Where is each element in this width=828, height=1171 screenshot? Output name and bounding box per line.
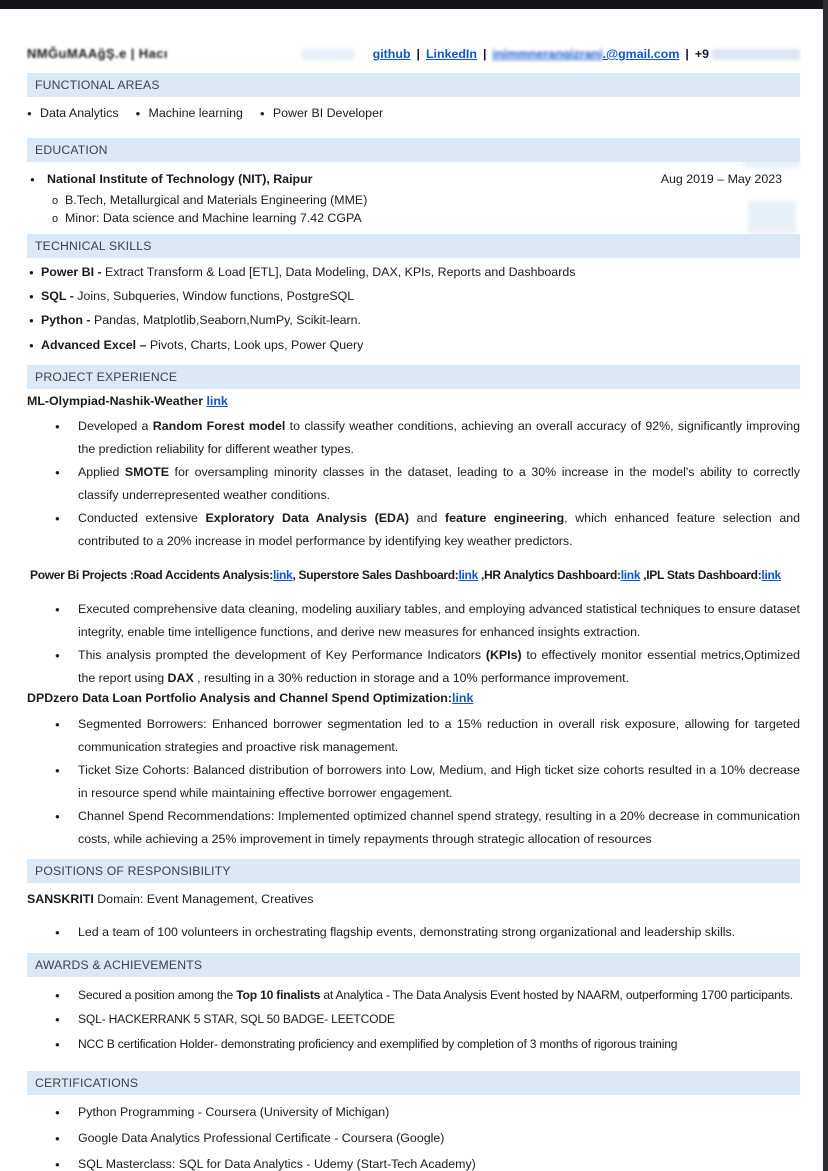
- bullet-text: [41, 309, 800, 333]
- text-segment: Led a team of 100 volunteers in orchestrating flagship events, demonstrating strong organizational and leadership skills.: [78, 924, 736, 939]
- bullet-dot: [55, 415, 78, 461]
- bullet-text: [78, 1033, 800, 1058]
- bullet-text: [149, 105, 243, 123]
- bullet-dot: [55, 1100, 78, 1126]
- text-segment: Minor: Data science and Machine learning 7.42 CGPA: [65, 210, 362, 225]
- bullet-item: [55, 921, 800, 945]
- text-segment: Power BI -: [41, 265, 106, 279]
- text-segment: , Superstore Sales Dashboard:: [292, 567, 459, 582]
- bullet-text: [78, 644, 800, 690]
- inline-link[interactable]: link: [452, 690, 474, 705]
- phone-prefix: +9: [694, 47, 709, 61]
- text-segment: SQL Masterclass: SQL for Data Analytics - Udemy (Start-Tech Academy): [78, 1157, 476, 1171]
- bullet-dot: [52, 210, 65, 228]
- bullet-item: [55, 1152, 800, 1171]
- bullet-item: [55, 1100, 800, 1126]
- text-segment: to classify weather conditions, achieving an overall accuracy of 92%, significantly improving the prediction reliability for different weather types.: [78, 418, 800, 456]
- phone: [695, 47, 800, 61]
- project-powerbi-heading: [27, 566, 800, 584]
- bullet-dot: [29, 261, 41, 285]
- section-title-certifications: CERTIFICATIONS: [27, 1071, 800, 1095]
- bullet-dot: [55, 984, 78, 1009]
- bullet-item: [29, 261, 800, 285]
- text-segment: Channel Spend Recommendations: Implemented optimized channel spend strategy, resulting in a 20% decrease in communication costs, while achieving a 25% improvement in timely repayments through strategic allocation of resources: [78, 808, 800, 846]
- text-segment: NCC B certification Holder- demonstrating proficiency and exemplified by completion of 3 months of rigorous training: [78, 1036, 678, 1051]
- bullet-text: [78, 984, 800, 1009]
- bullet-text: [78, 1100, 800, 1126]
- awards-bullets: [27, 984, 800, 1058]
- project-ml-heading: [27, 393, 800, 410]
- bullet-text: [41, 261, 800, 285]
- bullet-dot: [29, 309, 41, 333]
- text-segment: Applied: [78, 464, 125, 479]
- section-title-functional-areas: FUNCTIONAL AREAS: [27, 73, 800, 97]
- bullet-text: [40, 105, 119, 123]
- project-powerbi-bullets: [27, 598, 800, 690]
- text-segment: Executed comprehensive data cleaning, modeling auxiliary tables, and employing advanced statistical techniques to ensure dataset integrity, enable time intelligence functions, and derive new measures for enhanced insights extraction.: [78, 601, 800, 639]
- section-title-awards: AWARDS & ACHIEVEMENTS: [27, 953, 800, 977]
- bullet-item: [52, 192, 800, 210]
- bullet-text: [78, 713, 800, 759]
- bullet-dot: [260, 105, 273, 123]
- bullet-dot: [55, 1126, 78, 1152]
- text-segment: Advanced Excel –: [41, 337, 150, 352]
- bullet-text: [78, 598, 800, 644]
- bullet-item: [55, 507, 800, 553]
- text-segment: feature engineering: [444, 510, 565, 525]
- positions-bullets: [27, 921, 800, 945]
- education-school: National Institute of Technology (NIT), Raipur: [47, 172, 313, 186]
- text-segment: Joins, Subqueries, Window functions, PostgreSQL: [77, 289, 355, 304]
- bullet-text: [65, 210, 800, 228]
- bullet-item: [55, 984, 800, 1009]
- bullet-text: [78, 759, 800, 805]
- bullet-dot: [27, 105, 40, 123]
- bullet-dot: [55, 921, 78, 945]
- bullet-item: [136, 105, 243, 123]
- text-segment: Developed a: [78, 418, 153, 433]
- positions-org-line: [27, 891, 800, 908]
- inline-link[interactable]: link: [620, 567, 641, 582]
- text-segment: Top 10 finalists: [236, 987, 321, 1002]
- section-title-positions: POSITIONS OF RESPONSIBILITY: [27, 859, 800, 883]
- bullet-item: [55, 1008, 800, 1033]
- bullet-item: [27, 105, 119, 123]
- bullet-dot: [55, 461, 78, 507]
- separator: |: [685, 47, 689, 61]
- text-segment: Domain: Event Management, Creatives: [93, 891, 314, 906]
- functional-areas-list: [27, 105, 800, 123]
- bullet-item: [260, 105, 383, 123]
- inline-link[interactable]: link: [206, 393, 228, 408]
- bullet-dot: [55, 759, 78, 805]
- bullet-text: [78, 921, 800, 945]
- text-segment: , resulting in a 30% reduction in storage and a 10% performance improvement.: [193, 670, 630, 685]
- education-entry: [27, 172, 800, 186]
- bullet-dot: [52, 192, 65, 210]
- text-segment: DAX: [167, 670, 194, 685]
- text-segment: Data Analytics: [40, 106, 119, 120]
- text-segment: Random Forest model: [152, 418, 286, 433]
- text-segment: Google Data Analytics Professional Certificate - Coursera (Google): [78, 1131, 445, 1146]
- text-segment: at Analytica - The Data Analysis Event hosted by NAARM, outperforming 1700 participants.: [320, 987, 793, 1002]
- section-title-technical-skills: TECHNICAL SKILLS: [27, 234, 800, 258]
- bullet-dot: [136, 105, 149, 123]
- text-segment: Segmented Borrowers: Enhanced borrower segmentation led to a 15% reduction in overall risk exposure, allowing for targeted communication strategies and proactive risk management.: [78, 716, 800, 754]
- text-segment: Python -: [41, 313, 94, 328]
- text-segment: Power BI Developer: [272, 106, 384, 120]
- redacted-email-prefix: inimmneranqizrani: [492, 47, 603, 61]
- technical-skills-list: [27, 261, 800, 358]
- text-segment: and: [409, 510, 445, 525]
- text-segment: ,HR Analytics Dashboard:: [477, 567, 621, 582]
- contact-links: [373, 47, 800, 61]
- project-dpd-heading: [27, 690, 800, 707]
- bullet-item: [55, 1126, 800, 1152]
- text-segment: SMOTE: [124, 464, 169, 479]
- text-segment: to effectively monitor essential metrics,Optimized the report using: [78, 647, 801, 685]
- bullet-item: [55, 759, 800, 805]
- separator: |: [416, 47, 420, 61]
- bullet-dot: [55, 805, 78, 851]
- section-title-education: EDUCATION: [27, 138, 800, 162]
- page-right-edge: [823, 0, 828, 1171]
- bullet-item: [55, 805, 800, 851]
- bullet-dot: [55, 598, 78, 644]
- inline-link[interactable]: link: [272, 567, 293, 582]
- text-segment: ,IPL Stats Dashboard:: [640, 567, 762, 582]
- inline-link[interactable]: link: [761, 567, 781, 582]
- bullet-dot: [55, 1008, 78, 1033]
- redacted-phone: [712, 49, 800, 60]
- text-segment: DPDzero Data Loan Portfolio Analysis and Channel Spend Optimization:: [27, 690, 452, 705]
- bullet-item: [55, 713, 800, 759]
- text-segment: Machine learning: [148, 106, 243, 120]
- linkedin-link[interactable]: LinkedIn: [425, 47, 477, 61]
- text-segment: Power Bi Projects :Road Accidents Analysis:: [30, 567, 273, 582]
- bullet-item: [55, 598, 800, 644]
- bullet-text: [41, 285, 800, 309]
- bullet-dot: [55, 507, 78, 553]
- bullet-text: [78, 1008, 800, 1033]
- text-segment: SQL- HACKERRANK 5 STAR, SQL 50 BADGE- LEETCODE: [78, 1012, 395, 1027]
- text-segment: Extract Transform & Load [ETL], Data Modeling, DAX, KPIs, Reports and Dashboards: [105, 265, 576, 279]
- bullet-text: [78, 1152, 800, 1171]
- bullet-item: [29, 285, 800, 309]
- text-segment: SQL -: [41, 289, 78, 304]
- certifications-bullets: [27, 1100, 800, 1171]
- education-date: Aug 2019 – May 2023: [660, 172, 782, 186]
- bullet-dot: [30, 172, 47, 186]
- bullet-item: [55, 461, 800, 507]
- section-title-project-experience: PROJECT EXPERIENCE: [27, 365, 800, 389]
- bullet-text: [65, 192, 800, 210]
- bullet-dot: [55, 1033, 78, 1058]
- bullet-dot: [29, 334, 41, 358]
- text-segment: Exploratory Data Analysis (EDA): [205, 510, 410, 525]
- separator: |: [482, 47, 487, 61]
- email-link[interactable]: [492, 47, 679, 61]
- text-segment: ML-Olympiad-Nashik-Weather: [27, 393, 207, 408]
- bullet-item: [29, 309, 800, 333]
- bullet-text: [78, 805, 800, 851]
- project-dpd-bullets: [27, 713, 800, 851]
- text-segment: This analysis prompted the development of Key Performance Indicators: [78, 647, 486, 662]
- text-segment: Ticket Size Cohorts: Balanced distribution of borrowers into Low, Medium, and High ticket size cohorts resulted in a 10% decrease in resource spend while maintaining effective borrower engagement.: [78, 762, 800, 800]
- bullet-item: [29, 334, 800, 358]
- bullet-text: [78, 415, 800, 461]
- bullet-text: [273, 105, 383, 123]
- text-segment: , which enhanced feature selection and contributed to a 20% increase in model performance by identifying key weather predictors.: [78, 510, 800, 548]
- text-segment: Conducted extensive: [78, 510, 206, 525]
- bullet-dot: [55, 713, 78, 759]
- top-black-bar: [0, 0, 828, 9]
- bullet-item: [55, 644, 800, 690]
- redacted-name: NMĞuMAAğŞ.e | Hacı: [27, 46, 168, 61]
- text-segment: Secured a position among the: [78, 987, 237, 1002]
- bullet-item: [55, 1033, 800, 1058]
- header: [27, 46, 800, 61]
- bullet-text: [41, 334, 800, 358]
- text-segment: Python Programming - Coursera (University of Michigan): [78, 1105, 390, 1120]
- text-segment: SANSKRITI: [27, 891, 94, 906]
- education-school-row: [27, 172, 312, 186]
- bullet-dot: [29, 285, 41, 309]
- bullet-text: [78, 507, 800, 553]
- project-ml-bullets: [27, 415, 800, 553]
- bullet-text: [78, 461, 800, 507]
- text-segment: B.Tech, Metallurgical and Materials Engineering (MME): [65, 193, 368, 207]
- resume-content: [27, 0, 800, 1171]
- bullet-item: [55, 415, 800, 461]
- text-segment: for oversampling minority classes in the dataset, leading to a 30% increase in the model's ability to correctly classify underrepresented weather conditions.: [78, 464, 800, 502]
- text-segment: Pivots, Charts, Look ups, Power Query: [149, 337, 364, 352]
- bullet-text: [78, 1126, 800, 1152]
- bullet-dot: [55, 1152, 78, 1171]
- github-link[interactable]: github: [372, 47, 411, 61]
- text-segment: (KPIs): [485, 647, 522, 662]
- education-details-list: [27, 192, 800, 227]
- bullet-item: [52, 210, 800, 228]
- email-suffix: .@gmail.com: [602, 47, 680, 61]
- bullet-dot: [55, 644, 78, 690]
- inline-link[interactable]: link: [458, 567, 478, 582]
- text-segment: Pandas, Matplotlib,Seaborn,NumPy, Scikit-learn.: [94, 313, 361, 328]
